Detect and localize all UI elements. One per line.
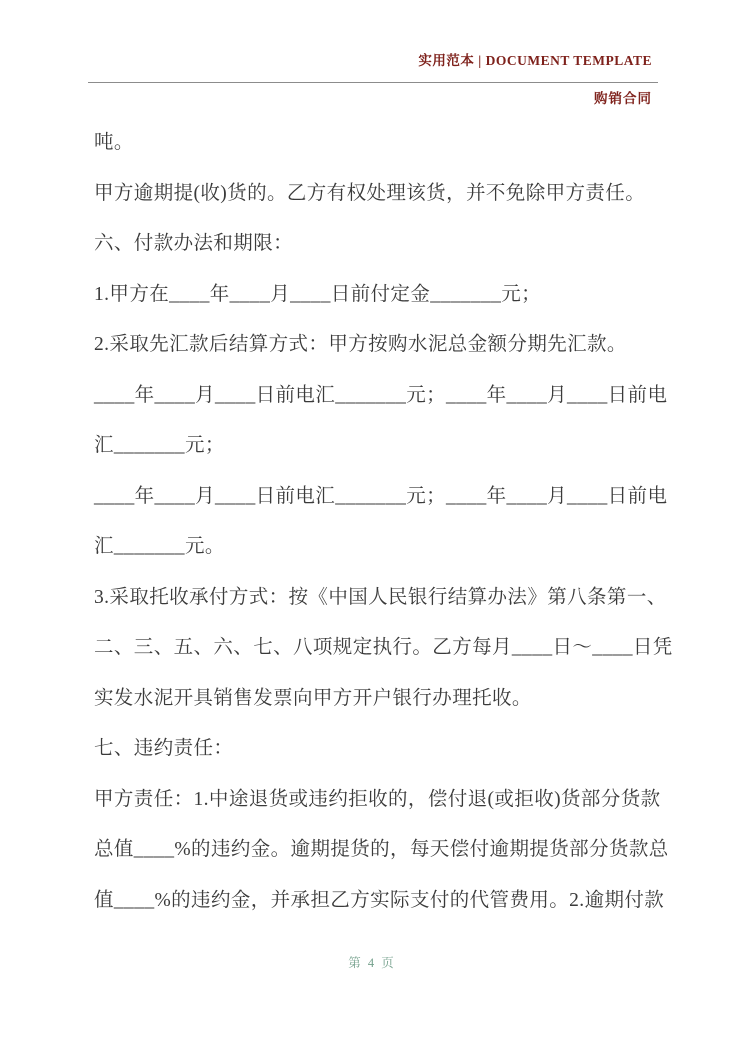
contract-text-line: 3.采取托收承付方式：按《中国人民银行结算办法》第八条第一、 xyxy=(94,586,667,608)
contract-text-line: 1.甲方在____年____月____日前付定金_______元； xyxy=(94,283,542,305)
contract-text-line: 总值____%的违约金。逾期提货的，每天偿付逾期提货部分货款总 xyxy=(94,839,669,860)
header-divider xyxy=(88,82,658,83)
contract-text-line: 吨。 xyxy=(94,132,134,153)
contract-text-line: 值____%的违约金，并承担乙方实际支付的代管费用。2.逾期付款 xyxy=(94,889,665,911)
contract-text-line: 甲方责任：1.中途退货或违约拒收的，偿付退(或拒收)货部分货款 xyxy=(94,788,661,810)
contract-text-line: ____年____月____日前电汇_______元；____年____月____日前电 xyxy=(94,485,668,507)
contract-text-line: 甲方逾期提(收)货的。乙方有权处理该货，并不免除甲方责任。 xyxy=(94,182,646,204)
contract-text-line: 汇_______元； xyxy=(94,435,225,456)
contract-text-line: 实发水泥开具销售发票向甲方开户银行办理托收。 xyxy=(94,687,532,709)
document-title: 购销合同 xyxy=(594,91,652,106)
contract-text-line: ____年____月____日前电汇_______元；____年____月____日前电 xyxy=(94,384,668,406)
contract-text-line: 汇_______元。 xyxy=(94,536,225,557)
contract-text-line: 二、三、五、六、七、八项规定执行。乙方每月____日～____日凭 xyxy=(94,637,673,658)
contract-text-line: 六、付款办法和期限： xyxy=(94,233,294,254)
contract-text-line: 2.采取先汇款后结算方式：甲方按购水泥总金额分期先汇款。 xyxy=(94,334,627,355)
contract-body xyxy=(94,118,673,926)
contract-text-line: 七、违约责任： xyxy=(94,738,234,759)
page-number: 第 4 页 xyxy=(348,956,396,970)
header-brand: 实用范本 | DOCUMENT TEMPLATE xyxy=(418,53,652,68)
